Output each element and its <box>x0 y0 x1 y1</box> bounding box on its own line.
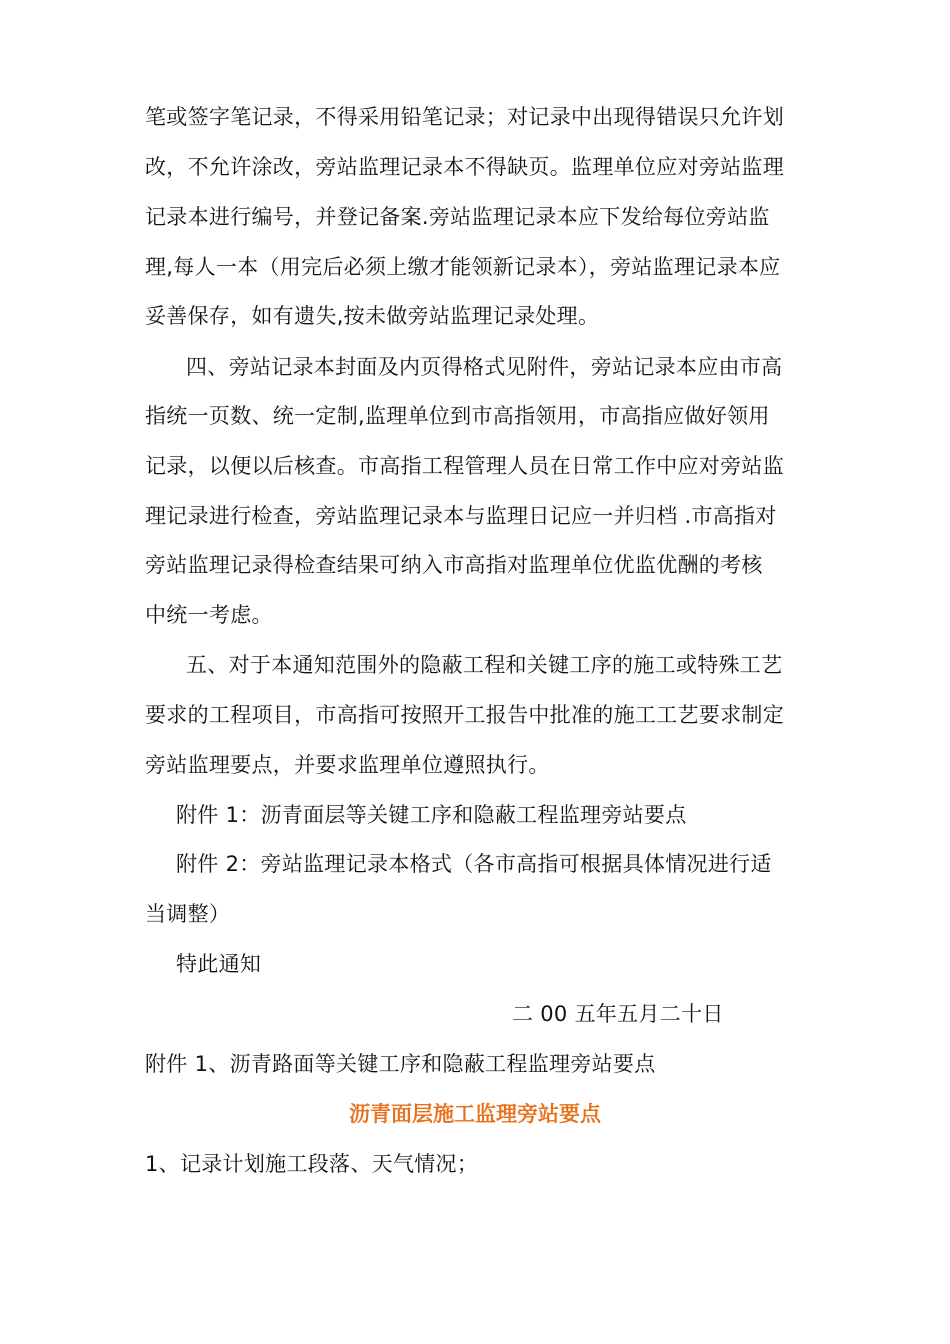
attachment-1-line: 附件 1：沥青面层等关键工序和隐蔽工程监理旁站要点 <box>176 803 687 827</box>
paragraph-3-line-2: 改，不允许涂改，旁站监理记录本不得缺页。监理单位应对旁站监理 <box>145 155 784 179</box>
paragraph-5-line-3: 旁站监理要点，并要求监理单位遵照执行。 <box>145 753 550 777</box>
paragraph-4-line-3: 记录，以便以后核查。市高指工程管理人员在日常工作中应对旁站监 <box>145 454 784 478</box>
list-item-1: 1、记录计划施工段落、天气情况； <box>145 1152 479 1176</box>
paragraph-4-line-5: 旁站监理记录得检查结果可纳入市高指对监理单位优监优酬的考核 <box>145 553 763 577</box>
paragraph-5-line-1: 五、对于本通知范围外的隐蔽工程和关键工序的施工或特殊工艺 <box>186 653 783 677</box>
paragraph-4-line-6: 中统一考虑。 <box>145 603 273 627</box>
closing-text: 特此通知 <box>176 952 262 976</box>
appendix-title: 附件 1、沥青路面等关键工序和隐蔽工程监理旁站要点 <box>145 1052 656 1076</box>
paragraph-3-line-3: 记录本进行编号，并登记备案.旁站监理记录本应下发给每位旁站监 <box>145 205 770 229</box>
paragraph-4-line-4: 理记录进行检查，旁站监理记录本与监理日记应一并归档 .市高指对 <box>145 504 777 528</box>
paragraph-3-line-1: 笔或签字笔记录，不得采用铅笔记录；对记录中出现得错误只允许划 <box>145 105 784 129</box>
paragraph-3-line-5: 妥善保存，如有遗失,按未做旁站监理记录处理。 <box>145 304 600 328</box>
section-heading: 沥青面层施工监理旁站要点 <box>349 1102 601 1126</box>
paragraph-4-line-2: 指统一页数、统一定制,监理单位到市高指领用，市高指应做好领用 <box>145 404 770 428</box>
paragraph-3-line-4: 理,每人一本（用完后必须上缴才能领新记录本），旁站监理记录本应 <box>145 255 781 279</box>
paragraph-5-line-2: 要求的工程项目，市高指可按照开工报告中批准的施工工艺要求制定 <box>145 703 784 727</box>
attachment-2-line-1: 附件 2：旁站监理记录本格式（各市高指可根据具体情况进行适 <box>176 852 772 876</box>
attachment-2-line-2: 当调整） <box>145 902 231 926</box>
paragraph-4-line-1: 四、旁站记录本封面及内页得格式见附件，旁站记录本应由市高 <box>186 355 783 379</box>
document-date: 二 00 五年五月二十日 <box>512 1002 724 1026</box>
